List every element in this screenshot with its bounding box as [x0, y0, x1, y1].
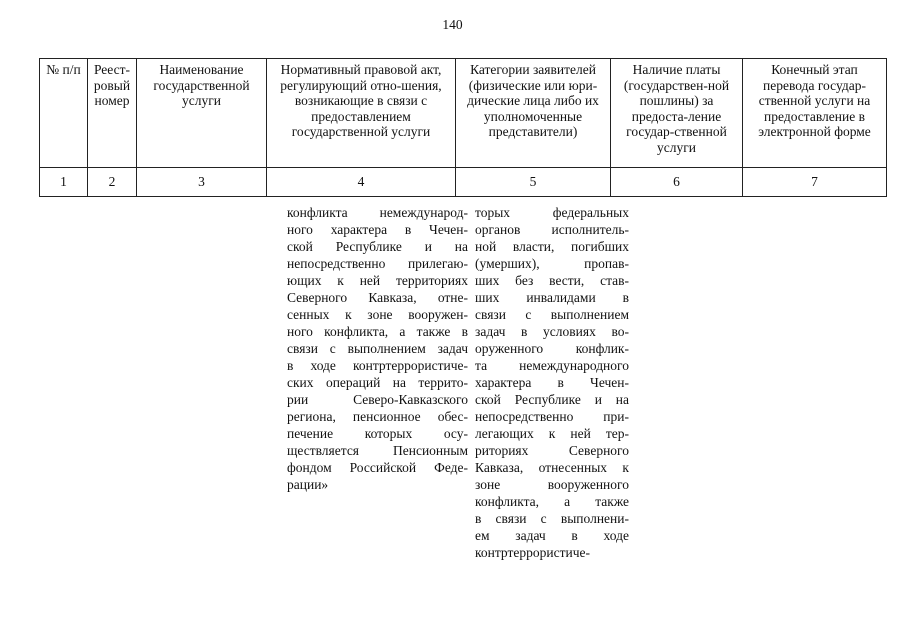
text-line: конфликта немеждународ- [287, 205, 468, 220]
text-line: региона, пенсионное обес- [287, 409, 468, 424]
text-line: ших инвалидами в [475, 290, 629, 305]
column-number-cell: 6 [611, 168, 743, 197]
column-number-cell: 4 [267, 168, 456, 197]
column-number-row [40, 168, 887, 197]
text-line: в ходе контртеррористиче- [287, 358, 468, 373]
text-line: сенных к зоне вооружен- [287, 307, 468, 322]
text-line: ной власти, погибших [475, 239, 629, 254]
page-number: 140 [442, 17, 463, 32]
text-line: торых федеральных [475, 205, 629, 220]
text-line: непосредственно прилегаю- [287, 256, 468, 271]
column-number-cell: 2 [88, 168, 137, 197]
header-service-name: Наименование государственной услуги [137, 59, 267, 168]
legal-act-continuation [287, 204, 468, 493]
column-number-cell: 5 [456, 168, 611, 197]
column-number-cell: 7 [743, 168, 887, 197]
text-line: (умерших), пропав- [475, 256, 629, 271]
text-line: связи с выполнением [475, 307, 629, 322]
text-line: органов исполнитель- [475, 222, 629, 237]
header-final-stage: Конечный этап перевода государ-ственной услуги на предоставление в электронной форме [743, 59, 887, 168]
text-line: зоне вооруженного [475, 477, 629, 492]
text-line: связи с выполнением задач [287, 341, 468, 356]
applicant-categories-continuation [475, 204, 629, 561]
text-line: ских операций на террито- [287, 375, 468, 390]
table-header-row [40, 59, 887, 168]
text-line: оруженного конфлик- [475, 341, 629, 356]
text-line: ской Республике и на [475, 392, 629, 407]
text-line: ющих к ней территориях [287, 273, 468, 288]
text-line: фондом Российской Феде- [287, 460, 468, 475]
text-line: задач в условиях во- [475, 324, 629, 339]
text-line: печение которых осу- [287, 426, 468, 441]
header-fee: Наличие платы (государствен-ной пошлины) за предоста-ление государ-ственной услуги [611, 59, 743, 168]
header-applicant-categories: Категории заявителей (физические или юри-дические лица либо их уполномоченные представители) [456, 59, 611, 168]
text-line: Северного Кавказа, отне- [287, 290, 468, 305]
text-line: ших без вести, став- [475, 273, 629, 288]
text-line: ской Республике и на [287, 239, 468, 254]
text-line: конфликта, а также [475, 494, 629, 509]
text-line: ем задач в ходе [475, 528, 629, 543]
text-line: та немеждународного [475, 358, 629, 373]
text-line: характера в Чечен- [475, 375, 629, 390]
column-number-cell: 1 [40, 168, 88, 197]
text-line: легающих к ней тер- [475, 426, 629, 441]
text-line: Кавказа, отнесенных к [475, 460, 629, 475]
header-registry-number: Реест-ровый номер [88, 59, 137, 168]
text-line: ного конфликта, а также в [287, 324, 468, 339]
header-legal-act: Нормативный правовой акт, регулирующий отно-шения, возникающие в связи с предоставлением государственной услуги [267, 59, 456, 168]
text-line: контртеррористиче- [475, 545, 590, 560]
header-number: № п/п [40, 59, 88, 168]
text-line: ществляется Пенсионным [287, 443, 468, 458]
text-line: рации» [287, 477, 329, 492]
column-number-cell: 3 [137, 168, 267, 197]
text-line: риториях Северного [475, 443, 629, 458]
text-line: рии Северо-Кавказского [287, 392, 468, 407]
services-table [39, 58, 887, 197]
text-line: ного характера в Чечен- [287, 222, 468, 237]
text-line: в связи с выполнени- [475, 511, 629, 526]
text-line: непосредственно при- [475, 409, 629, 424]
